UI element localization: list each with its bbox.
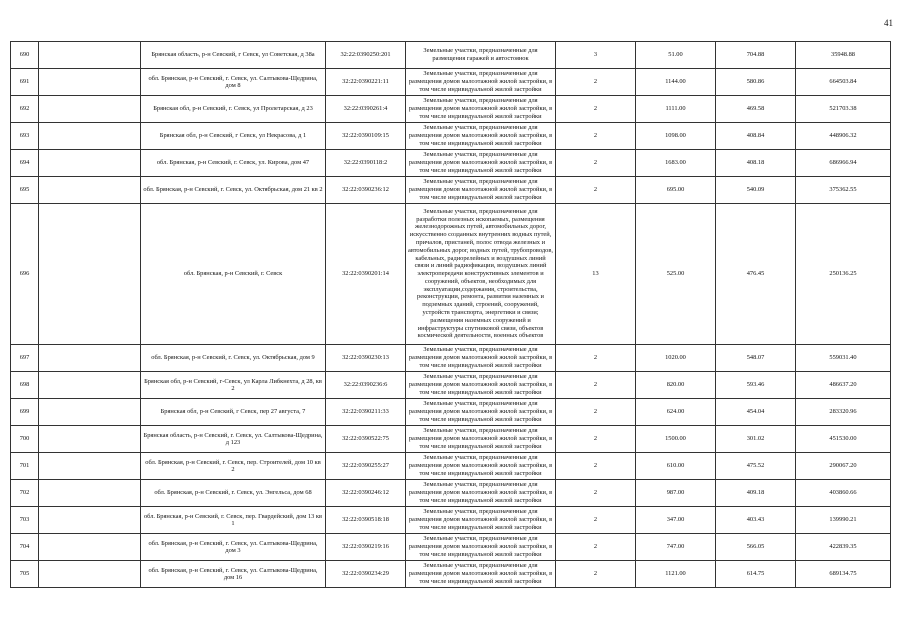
row-number: 699: [11, 399, 39, 426]
group-cell: 2: [556, 96, 636, 123]
purpose-cell: Земельные участки, предназначенные для размещения домов малоэтажной жилой застройки, в том числе индивидуальной жилой застройки: [406, 453, 556, 480]
purpose-cell: Земельные участки, предназначенные для размещения домов малоэтажной жилой застройки, в том числе индивидуальной жилой застройки: [406, 96, 556, 123]
cadastral-number-cell: 32:22:0390234:29: [326, 561, 406, 588]
table-row: [11, 150, 891, 177]
rate-cell: 469.58: [716, 96, 796, 123]
address-cell: обл. Брянская, р-н Севский, г. Севск, ул. Салтыкова-Щедрина, дом 3: [141, 534, 326, 561]
empty-cell: [39, 69, 141, 96]
address-cell: Брянская обл, р-н Севский, г-Севск, ул Карла Либкнехта, д 28, кв 2: [141, 372, 326, 399]
rate-cell: 704.88: [716, 42, 796, 69]
table-row: [11, 507, 891, 534]
table-row: [11, 204, 891, 345]
row-number: 704: [11, 534, 39, 561]
area-cell: 610.00: [636, 453, 716, 480]
group-cell: 2: [556, 561, 636, 588]
empty-cell: [39, 534, 141, 561]
cadastral-value-cell: 521703.38: [796, 96, 891, 123]
empty-cell: [39, 204, 141, 345]
empty-cell: [39, 123, 141, 150]
cadastral-number-cell: 32:22:0390518:18: [326, 507, 406, 534]
address-cell: обл. Брянская, р-н Севский, г. Севск, ул. Кирова, дом 47: [141, 150, 326, 177]
purpose-cell: Земельные участки, предназначенные для размещения домов малоэтажной жилой застройки, в том числе индивидуальной жилой застройки: [406, 561, 556, 588]
row-number: 705: [11, 561, 39, 588]
rate-cell: 408.18: [716, 150, 796, 177]
cadastral-value-cell: 448906.32: [796, 123, 891, 150]
purpose-cell: Земельные участки, предназначенные для размещения домов малоэтажной жилой застройки, в том числе индивидуальной жилой застройки: [406, 426, 556, 453]
rate-cell: 301.02: [716, 426, 796, 453]
group-cell: 2: [556, 507, 636, 534]
table-row: [11, 426, 891, 453]
table-body: [11, 42, 891, 588]
purpose-cell: Земельные участки, предназначенные для размещения домов малоэтажной жилой застройки, в том числе индивидуальной жилой застройки: [406, 150, 556, 177]
row-number: 697: [11, 345, 39, 372]
cadastral-value-cell: 451530.00: [796, 426, 891, 453]
table-row: [11, 42, 891, 69]
empty-cell: [39, 42, 141, 69]
address-cell: Брянская область, р-н Севский, г. Севск, ул. Салтыкова-Щедрина, д 123: [141, 426, 326, 453]
address-cell: обл. Брянская, р-н Севский, г. Севск, ул. Октябрьская, дом 9: [141, 345, 326, 372]
table-row: [11, 372, 891, 399]
purpose-cell: Земельные участки, предназначенные для размещения домов малоэтажной жилой застройки, в том числе индивидуальной жилой застройки: [406, 399, 556, 426]
address-cell: Брянская обл, р-н Севский, г. Севск, ул Пролетарская, д 23: [141, 96, 326, 123]
purpose-cell: Земельные участки, предназначенные для размещения домов малоэтажной жилой застройки, в том числе индивидуальной жилой застройки: [406, 480, 556, 507]
group-cell: 2: [556, 453, 636, 480]
table-row: [11, 96, 891, 123]
rate-cell: 476.45: [716, 204, 796, 345]
cadastral-value-cell: 686966.94: [796, 150, 891, 177]
rate-cell: 548.07: [716, 345, 796, 372]
empty-cell: [39, 177, 141, 204]
table-row: [11, 399, 891, 426]
purpose-cell: Земельные участки, предназначенные для размещения домов малоэтажной жилой застройки, в том числе индивидуальной жилой застройки: [406, 534, 556, 561]
rate-cell: 454.04: [716, 399, 796, 426]
rate-cell: 580.86: [716, 69, 796, 96]
land-plots-table: [10, 41, 891, 588]
group-cell: 2: [556, 123, 636, 150]
cadastral-value-cell: 35948.88: [796, 42, 891, 69]
purpose-cell: Земельные участки, предназначенные для размещения гаражей и автостоянок: [406, 42, 556, 69]
page-number: 41: [884, 18, 893, 28]
area-cell: 1098.00: [636, 123, 716, 150]
rate-cell: 475.52: [716, 453, 796, 480]
area-cell: 1500.00: [636, 426, 716, 453]
rate-cell: 408.84: [716, 123, 796, 150]
cadastral-value-cell: 559031.40: [796, 345, 891, 372]
cadastral-number-cell: 32:22:0390118:2: [326, 150, 406, 177]
cadastral-number-cell: 32:22:0390522:75: [326, 426, 406, 453]
address-cell: обл. Брянская, р-н Севский, г. Севск, пер. Гвардейский, дом 13 кв 1: [141, 507, 326, 534]
table-row: [11, 480, 891, 507]
area-cell: 51.00: [636, 42, 716, 69]
group-cell: 2: [556, 372, 636, 399]
area-cell: 525.00: [636, 204, 716, 345]
cadastral-number-cell: 32:22:0390246:12: [326, 480, 406, 507]
cadastral-value-cell: 250136.25: [796, 204, 891, 345]
purpose-cell: Земельные участки, предназначенные для разработки полезных ископаемых, размещения железнодорожных путей, автомобильных дорог, искусственно созданных внутренних водных путей, причалов, пристаней, полос отвода железных и автомобильных дорог, водных путей, трубопроводов, кабельных, радиорелейных и воздушных линий связи и линий радиофикации, воздушных линий электропередачи конструктивных элементов и сооружений, объектов, необходимых для эксплуатации,содержания, строительства, реконструкции, ремонта, развития наземных и подземных зданий, строений, сооружений, устройств транспорта, энергетики и связи; размещения наземных сооружений и инфраструктуры спутниковой связи, объектов космической деятельности, военных объектов: [406, 204, 556, 345]
table-row: [11, 345, 891, 372]
row-number: 702: [11, 480, 39, 507]
cadastral-value-cell: 403860.66: [796, 480, 891, 507]
empty-cell: [39, 453, 141, 480]
area-cell: 820.00: [636, 372, 716, 399]
empty-cell: [39, 345, 141, 372]
empty-cell: [39, 399, 141, 426]
address-cell: обл. Брянская, р-н Севский, г. Севск, ул. Энгельса, дом 68: [141, 480, 326, 507]
cadastral-number-cell: 32:22:0390109:15: [326, 123, 406, 150]
group-cell: 2: [556, 150, 636, 177]
rate-cell: 614.75: [716, 561, 796, 588]
table-row: [11, 123, 891, 150]
area-cell: 1683.00: [636, 150, 716, 177]
row-number: 694: [11, 150, 39, 177]
cadastral-value-cell: 290067.20: [796, 453, 891, 480]
cadastral-value-cell: 375362.55: [796, 177, 891, 204]
group-cell: 2: [556, 426, 636, 453]
purpose-cell: Земельные участки, предназначенные для размещения домов малоэтажной жилой застройки, в том числе индивидуальной жилой застройки: [406, 507, 556, 534]
table-row: [11, 453, 891, 480]
cadastral-number-cell: 32:22:0390211:33: [326, 399, 406, 426]
purpose-cell: Земельные участки, предназначенные для размещения домов малоэтажной жилой застройки, в том числе индивидуальной жилой застройки: [406, 372, 556, 399]
row-number: 692: [11, 96, 39, 123]
cadastral-value-cell: 689134.75: [796, 561, 891, 588]
empty-cell: [39, 372, 141, 399]
address-cell: Брянская обл, р-н Севский, г Севск, пер 27 августа, 7: [141, 399, 326, 426]
group-cell: 2: [556, 480, 636, 507]
group-cell: 3: [556, 42, 636, 69]
group-cell: 2: [556, 177, 636, 204]
group-cell: 13: [556, 204, 636, 345]
cadastral-value-cell: 283320.96: [796, 399, 891, 426]
cadastral-number-cell: 32:22:0390221:11: [326, 69, 406, 96]
area-cell: 1020.00: [636, 345, 716, 372]
row-number: 701: [11, 453, 39, 480]
area-cell: 1111.00: [636, 96, 716, 123]
rate-cell: 409.18: [716, 480, 796, 507]
row-number: 700: [11, 426, 39, 453]
row-number: 696: [11, 204, 39, 345]
address-cell: Брянская область, р-н Севский, г Севск, ул Советская, д 38а: [141, 42, 326, 69]
cadastral-value-cell: 422839.35: [796, 534, 891, 561]
address-cell: обл. Брянская, р-н Севский, г. Севск, пер. Строителей, дом 10 кв 2: [141, 453, 326, 480]
empty-cell: [39, 480, 141, 507]
row-number: 693: [11, 123, 39, 150]
area-cell: 695.00: [636, 177, 716, 204]
area-cell: 624.00: [636, 399, 716, 426]
cadastral-value-cell: 664503.84: [796, 69, 891, 96]
purpose-cell: Земельные участки, предназначенные для размещения домов малоэтажной жилой застройки, в том числе индивидуальной жилой застройки: [406, 123, 556, 150]
address-cell: Брянская обл, р-н Севский, г Севск, ул Некрасова, д 1: [141, 123, 326, 150]
cadastral-value-cell: 139990.21: [796, 507, 891, 534]
empty-cell: [39, 561, 141, 588]
row-number: 703: [11, 507, 39, 534]
group-cell: 2: [556, 534, 636, 561]
empty-cell: [39, 150, 141, 177]
area-cell: 747.00: [636, 534, 716, 561]
group-cell: 2: [556, 345, 636, 372]
area-cell: 1144.00: [636, 69, 716, 96]
area-cell: 1121.00: [636, 561, 716, 588]
table-row: [11, 69, 891, 96]
empty-cell: [39, 426, 141, 453]
area-cell: 347.00: [636, 507, 716, 534]
address-cell: обл. Брянская, р-н Севский, г. Севск: [141, 204, 326, 345]
rate-cell: 566.05: [716, 534, 796, 561]
table-row: [11, 177, 891, 204]
address-cell: обл. Брянская, р-н Севский, г. Севск, ул. Октябрьская, дом 21 кв 2: [141, 177, 326, 204]
cadastral-number-cell: 32:22:0390201:14: [326, 204, 406, 345]
address-cell: обл. Брянская, р-н Севский, г. Севск, ул. Салтыкова-Щедрина, дом 8: [141, 69, 326, 96]
cadastral-number-cell: 32:22:0390255:27: [326, 453, 406, 480]
rate-cell: 593.46: [716, 372, 796, 399]
row-number: 690: [11, 42, 39, 69]
empty-cell: [39, 507, 141, 534]
rate-cell: 540.09: [716, 177, 796, 204]
purpose-cell: Земельные участки, предназначенные для размещения домов малоэтажной жилой застройки, в том числе индивидуальной жилой застройки: [406, 69, 556, 96]
rate-cell: 403.43: [716, 507, 796, 534]
table-row: [11, 561, 891, 588]
address-cell: обл. Брянская, р-н Севский, г. Севск, ул. Салтыкова-Щедрина, дом 16: [141, 561, 326, 588]
purpose-cell: Земельные участки, предназначенные для размещения домов малоэтажной жилой застройки, в том числе индивидуальной жилой застройки: [406, 177, 556, 204]
row-number: 698: [11, 372, 39, 399]
area-cell: 987.00: [636, 480, 716, 507]
row-number: 691: [11, 69, 39, 96]
cadastral-number-cell: 32:22:0390250:201: [326, 42, 406, 69]
purpose-cell: Земельные участки, предназначенные для размещения домов малоэтажной жилой застройки, в том числе индивидуальной жилой застройки: [406, 345, 556, 372]
group-cell: 2: [556, 399, 636, 426]
cadastral-number-cell: 32:22:0390261:4: [326, 96, 406, 123]
cadastral-number-cell: 32:22:0390236:12: [326, 177, 406, 204]
cadastral-number-cell: 32:22:0390219:16: [326, 534, 406, 561]
empty-cell: [39, 96, 141, 123]
row-number: 695: [11, 177, 39, 204]
cadastral-number-cell: 32:22:0390230:13: [326, 345, 406, 372]
cadastral-number-cell: 32:22:0390236:6: [326, 372, 406, 399]
table-row: [11, 534, 891, 561]
group-cell: 2: [556, 69, 636, 96]
cadastral-value-cell: 486637.20: [796, 372, 891, 399]
